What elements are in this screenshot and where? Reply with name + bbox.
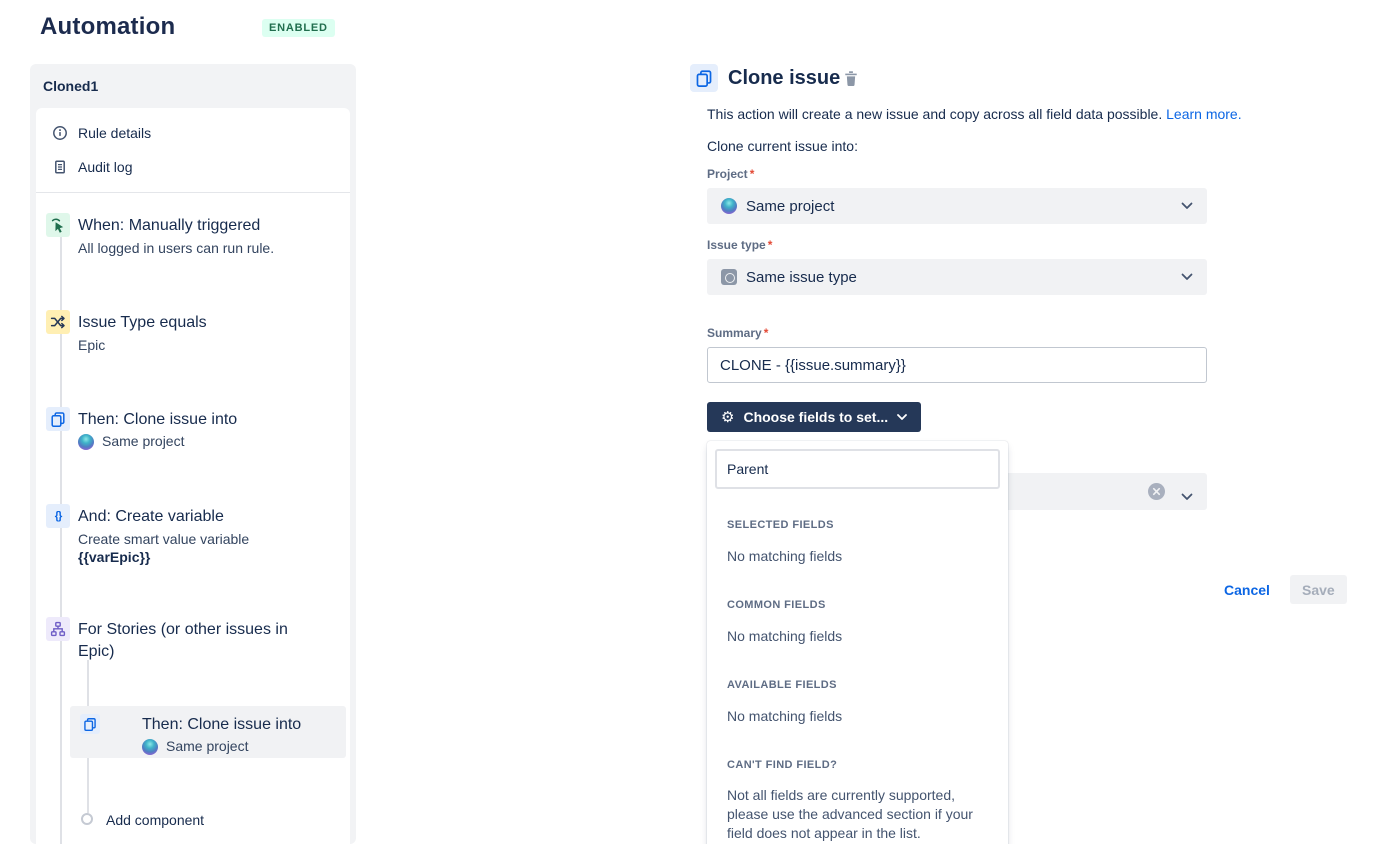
clone-icon (690, 64, 718, 92)
issue-type-label-text: Issue type (707, 238, 766, 252)
gear-icon: ⚙ (721, 408, 735, 426)
project-avatar (721, 198, 737, 214)
nested-item-title: Then: Clone issue into (142, 716, 302, 733)
sidebar-item-audit-log[interactable] (36, 154, 350, 180)
dropdown-section-heading: AVAILABLE FIELDS (727, 679, 837, 691)
learn-more-link[interactable]: Learn more. (1166, 106, 1242, 122)
info-icon (52, 125, 68, 141)
issue-type-icon (721, 269, 737, 285)
project-label-text: Project (707, 167, 748, 181)
required-asterisk: * (763, 326, 769, 340)
audit-log-icon (52, 159, 68, 175)
issue-type-select[interactable] (707, 259, 1207, 295)
chain-item-subtitle-variable (78, 548, 150, 567)
add-component-icon[interactable] (81, 813, 93, 825)
chain-item-subtitle: All logged in users can run rule. (78, 240, 275, 256)
nested-item-subtitle-text: Same project (166, 738, 249, 754)
chain-item-subtitle-text: Same project (102, 433, 185, 449)
action-title: Clone issue (728, 67, 841, 89)
chevron-down-icon (897, 414, 907, 421)
clone-icon (80, 714, 100, 734)
save-button[interactable]: Save (1290, 575, 1347, 604)
description-text: This action will create a new issue and copy across all field data possible. (707, 106, 1163, 122)
manual-trigger-icon (46, 213, 70, 237)
chain-item-subtitle (78, 432, 184, 451)
braces-glyph: {} (54, 510, 62, 522)
variable-name: {{varEpic}} (78, 549, 151, 565)
nested-item-subtitle (142, 737, 248, 756)
braces-icon (46, 504, 70, 528)
chevron-down-icon (1181, 273, 1193, 281)
chain-item-clone-issue[interactable]: Then: Clone issue into (78, 411, 238, 428)
chain-item-subtitle: Epic (78, 337, 106, 353)
project-avatar (142, 739, 158, 755)
chevron-down-icon (1181, 202, 1193, 210)
rule-name: Cloned1 (43, 78, 99, 94)
project-select[interactable] (707, 188, 1207, 224)
choose-fields-label: Choose fields to set... (743, 409, 889, 425)
choose-fields-button[interactable] (707, 402, 921, 432)
field-search-input[interactable] (715, 449, 1000, 489)
chain-item-for-stories[interactable]: For Stories (or other issues in Epic) (78, 621, 288, 660)
summary-input[interactable] (707, 347, 1207, 383)
sidebar-item-label: Rule details (78, 125, 152, 141)
divider (36, 192, 350, 193)
branch-icon (46, 617, 70, 641)
add-component-button[interactable]: Add component (106, 812, 205, 828)
project-avatar (78, 434, 94, 450)
shuffle-icon (46, 310, 70, 334)
project-label (707, 167, 754, 181)
summary-label (707, 326, 768, 340)
sidebar-item-label: Audit log (78, 159, 133, 175)
chain-item-create-variable[interactable]: And: Create variable (78, 508, 224, 525)
rule-sidebar (30, 64, 356, 844)
dropdown-empty-text: No matching fields (727, 708, 843, 724)
chain-item-subtitle: Create smart value variable (78, 531, 250, 547)
summary-label-text: Summary (707, 326, 762, 340)
chain-item-issue-type-equals[interactable]: Issue Type equals (78, 314, 207, 331)
required-asterisk: * (767, 238, 773, 252)
dropdown-section-heading: COMMON FIELDS (727, 599, 826, 611)
dropdown-cant-find-text: Not all fields are currently supported, please use the advanced section if your field does not appear in the list. (727, 787, 973, 841)
issue-type-select-value: Same issue type (746, 268, 857, 286)
issue-type-label (707, 238, 772, 252)
action-description (707, 106, 1242, 122)
clone-icon (46, 407, 70, 431)
field-picker-dropdown (707, 441, 1008, 844)
chevron-down-icon (1181, 488, 1193, 506)
clone-into-label: Clone current issue into: (707, 138, 858, 154)
page-title: Automation (40, 13, 176, 40)
chain-item-nested-clone-selected[interactable] (70, 706, 346, 758)
chain-item-when-trigger[interactable]: When: Manually triggered (78, 217, 261, 234)
cancel-button[interactable]: Cancel (1224, 582, 1270, 598)
dropdown-empty-text: No matching fields (727, 548, 843, 564)
status-badge: ENABLED (262, 19, 335, 37)
required-asterisk: * (749, 167, 755, 181)
sidebar-item-rule-details[interactable] (36, 120, 350, 146)
trash-icon[interactable] (843, 70, 861, 88)
dropdown-section-heading: SELECTED FIELDS (727, 519, 834, 531)
dropdown-empty-text: No matching fields (727, 628, 843, 644)
project-select-value: Same project (746, 197, 835, 215)
dropdown-cant-find-heading: CAN'T FIND FIELD? (727, 759, 838, 771)
rule-components-card (36, 108, 350, 844)
clear-x-icon[interactable] (1148, 483, 1165, 500)
